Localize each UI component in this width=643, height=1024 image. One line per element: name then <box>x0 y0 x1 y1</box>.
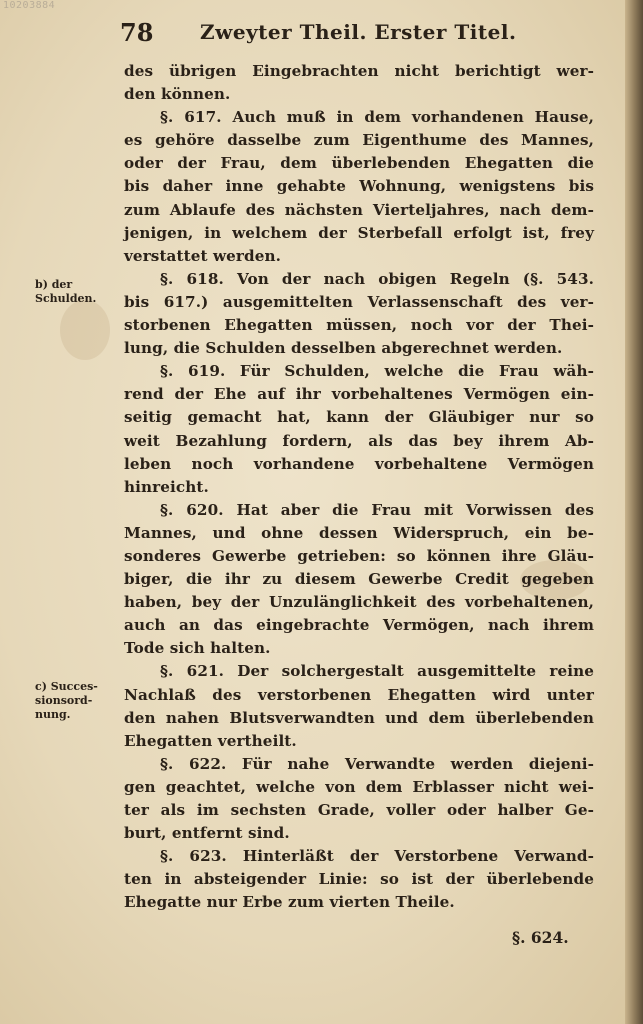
catalog-stamp: 10203884 <box>3 0 56 11</box>
margin-note-line: b) der <box>35 278 73 291</box>
text-line: zum Ablaufe des nächsten Vierteljahres, nach dem- <box>124 200 594 219</box>
text-line: hinreicht. <box>124 477 209 496</box>
text-line: §. 623. Hinterläßt der Verstorbene Verwand- <box>160 847 594 866</box>
text-line: Mannes, und ohne dessen Widerspruch, ein be- <box>124 523 594 542</box>
text-line: haben, bey der Unzulänglichkeit des vorbehaltenen, <box>124 593 594 612</box>
text-line: den können. <box>124 85 231 104</box>
text-line: bis daher inne gehabte Wohnung, wenigstens bis <box>124 177 594 196</box>
text-line: Tode sich halten. <box>124 639 271 658</box>
margin-note-line: nung. <box>35 708 71 721</box>
text-line: auch an das eingebrachte Vermögen, nach ihrem <box>124 616 594 635</box>
text-line: seitig gemacht hat, kann der Gläubiger nur so <box>124 408 594 427</box>
text-line: den nahen Blutsverwandten und dem überlebenden <box>124 708 594 727</box>
text-line: oder der Frau, dem überlebenden Ehegatten die <box>124 154 594 173</box>
text-line: §. 617. Auch muß in dem vorhandenen Hause, <box>160 108 594 127</box>
catchword: §. 624. <box>512 928 569 947</box>
text-line: §. 618. Von der nach obigen Regeln (§. 543. <box>160 269 594 288</box>
text-line: verstattet werden. <box>124 246 282 265</box>
page-number: 78 <box>120 18 154 47</box>
text-line: burt, entfernt sind. <box>124 824 290 843</box>
text-line: lung, die Schulden desselben abgerechnet werden. <box>124 339 563 358</box>
margin-note-line: Schulden. <box>35 292 97 305</box>
text-line: bis 617.) ausgemittelten Verlassenschaft des ver- <box>124 292 594 311</box>
margin-note-line: sionsord- <box>35 694 93 707</box>
text-line: §. 620. Hat aber die Frau mit Vorwissen des <box>160 500 594 519</box>
text-line: ten in absteigender Linie: so ist der überlebende <box>124 870 594 889</box>
text-line: Ehegatte nur Erbe zum vierten Theile. <box>124 893 455 912</box>
text-line: leben noch vorhandene vorbehaltene Vermögen <box>124 454 594 473</box>
body-text <box>124 60 594 914</box>
text-line: gen geachtet, welche von dem Erblasser nicht wei- <box>124 777 594 796</box>
running-head: Zweyter Theil. Erster Titel. <box>200 20 517 44</box>
text-line: weit Bezahlung fordern, als das bey ihrem Ab- <box>124 431 594 450</box>
text-line: rend der Ehe auf ihr vorbehaltenes Vermögen ein- <box>124 385 594 404</box>
text-line: §. 622. Für nahe Verwandte werden diejeni- <box>160 754 594 773</box>
page-header <box>120 18 590 50</box>
margin-note-succession <box>35 680 115 722</box>
text-line: storbenen Ehegatten müssen, noch vor der Thei- <box>124 316 594 335</box>
text-line: Nachlaß des verstorbenen Ehegatten wird unter <box>124 685 594 704</box>
text-line: biger, die ihr zu diesem Gewerbe Credit gegeben <box>124 570 594 589</box>
text-line: sonderes Gewerbe getrieben: so können ihre Gläu- <box>124 546 594 565</box>
book-gutter <box>625 0 643 1024</box>
text-line: §. 621. Der solchergestalt ausgemittelte reine <box>160 662 594 681</box>
text-line: jenigen, in welchem der Sterbefall erfolgt ist, frey <box>124 223 594 242</box>
margin-note-debts <box>35 278 115 306</box>
text-line: es gehöre dasselbe zum Eigenthume des Mannes, <box>124 131 594 150</box>
text-line: ter als im sechsten Grade, voller oder halber Ge- <box>124 801 594 819</box>
text-line: §. 619. Für Schulden, welche die Frau wäh- <box>160 362 594 381</box>
text-line: des übrigen Eingebrachten nicht berichtigt wer- <box>124 62 594 80</box>
text-line: Ehegatten vertheilt. <box>124 731 297 750</box>
paper-stain <box>60 300 110 360</box>
margin-note-line: c) Succes- <box>35 680 98 693</box>
